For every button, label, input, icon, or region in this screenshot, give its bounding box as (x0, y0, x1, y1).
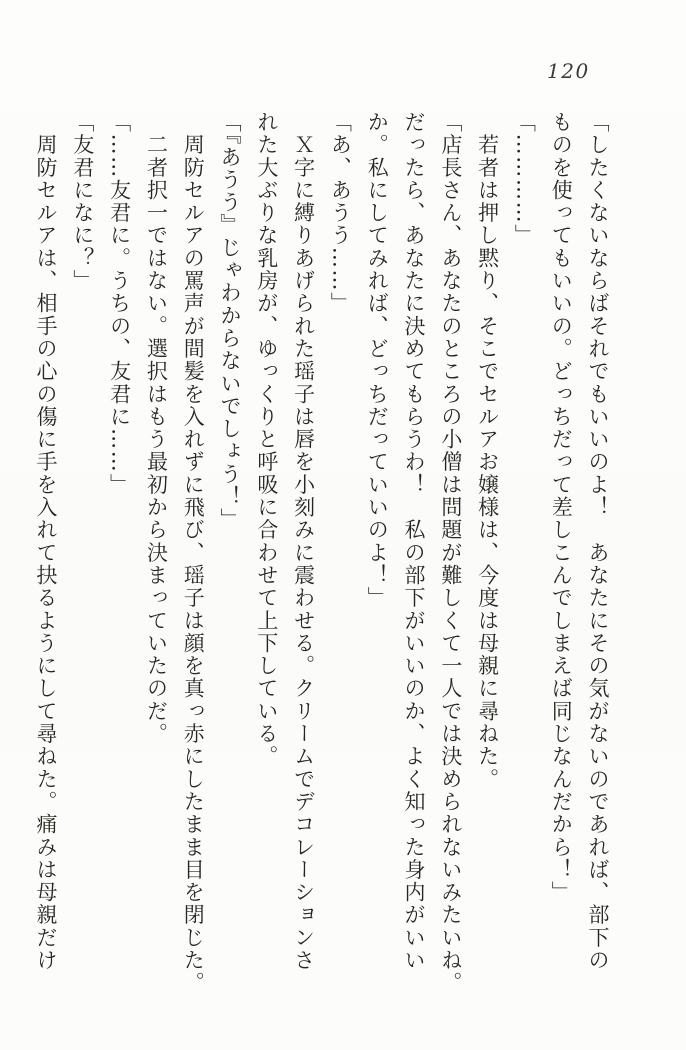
page-number: 120 (547, 59, 590, 83)
text-column: 周防セルアは、相手の心の傷に手を入れて抉るようにして尋ねた。痛みは母親だけ (34, 111, 59, 972)
text-column: だったら、あなたに決めてもらうわ！ 私の部下がいいのか、よく知った身内がいい (402, 111, 427, 972)
text-column: 「…………」 (512, 111, 537, 247)
text-column: 「したくないならばそれでもいいのよ！ あなたにその気がないのであれば、部下の (586, 111, 610, 972)
text-body (27, 111, 616, 1013)
text-column: Ｘ字に縛りあげられた瑶子は唇を小刻みに震わせる。クリームでデコレーションさ (291, 111, 316, 972)
text-column: ものを使ってもいいの。どっちだって差しこんでしまえば同じなんだから！」 (549, 111, 574, 904)
text-column: 「『あうう』じゃわからないでしょう！」 (218, 111, 243, 531)
text-column: 「友君になに？」 (70, 111, 95, 293)
text-column: 「あ、あうう……」 (328, 111, 353, 315)
text-column: か。私にしてみれば、どっちだっていいのよ！」 (365, 111, 390, 610)
text-column: 「……友君に。うちの、友君に……」 (107, 111, 132, 497)
text-column: れた大ぶりな乳房が、ゆっくりと呼吸に合わせて上下している。 (254, 111, 279, 768)
text-column: 周防セルアの罵声が間髪を入れずに飛び、瑶子は顔を真っ赤にしたまま目を閉じた。 (181, 111, 206, 995)
text-column: 「店長さん、あなたのところの小僧は問題が難しくて一人では決められないみたいね。 (438, 111, 463, 995)
text-column: 二者択一ではない。選択はもう最初から決まっていたのだ。 (144, 111, 169, 746)
text-column: 若者は押し黙り、そこでセルアお嬢様は、今度は母親に尋ねた。 (475, 111, 500, 791)
